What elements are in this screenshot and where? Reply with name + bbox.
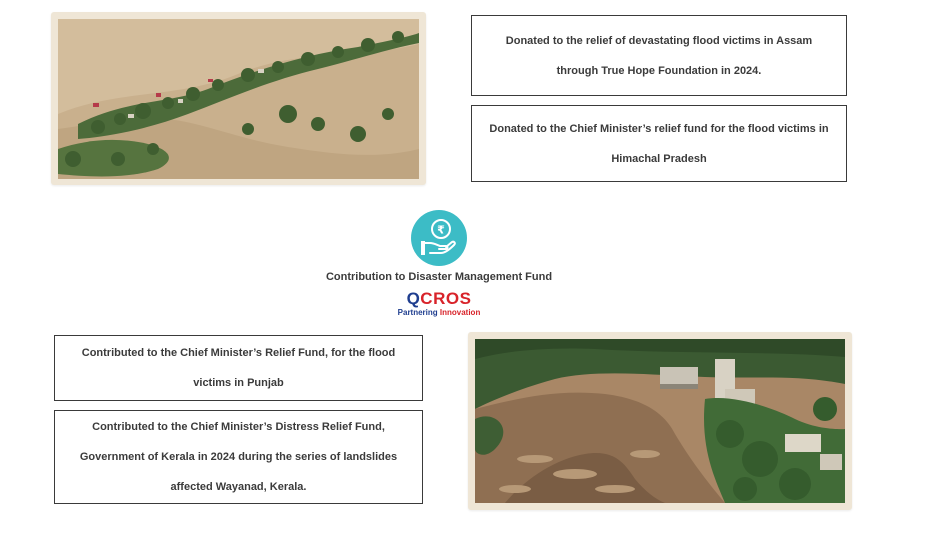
logo-letter-q: Q	[406, 289, 421, 308]
logo-letters-cros: CROS	[420, 289, 472, 308]
landslide-photo-frame	[468, 332, 852, 510]
svg-text:₹: ₹	[437, 223, 445, 237]
rupee-coin-in-hand-icon	[411, 210, 467, 266]
logo-tagline-part2: Innovation	[439, 308, 481, 317]
flood-photo-frame	[51, 12, 426, 185]
himachal-donation-text: Donated to the Chief Minister’s relief fund for the flood victims in Himachal Pradesh	[489, 122, 829, 165]
logo-tagline-part1: Partnering	[397, 308, 440, 317]
kerala-contribution-text: Contributed to the Chief Minister’s Distress Relief Fund, Government of Kerala in 2024 during the series of landslides affected Wayanad, Kerala.	[79, 421, 398, 493]
disaster-fund-block	[300, 210, 578, 318]
flooded-village-photo	[58, 19, 419, 179]
fund-title: Contribution to Disaster Management Fund	[325, 271, 553, 283]
himachal-donation-card	[471, 105, 847, 182]
kerala-contribution-card	[54, 410, 423, 504]
qcros-logo	[300, 290, 578, 318]
landslide-photo	[475, 339, 845, 503]
punjab-contribution-card	[54, 335, 423, 401]
assam-donation-text: Donated to the relief of devastating flood victims in Assam through True Hope Foundation in 2024.	[505, 34, 813, 77]
assam-donation-card	[471, 15, 847, 96]
punjab-contribution-text: Contributed to the Chief Minister’s Relief Fund, for the flood victims in Punjab	[81, 347, 396, 389]
